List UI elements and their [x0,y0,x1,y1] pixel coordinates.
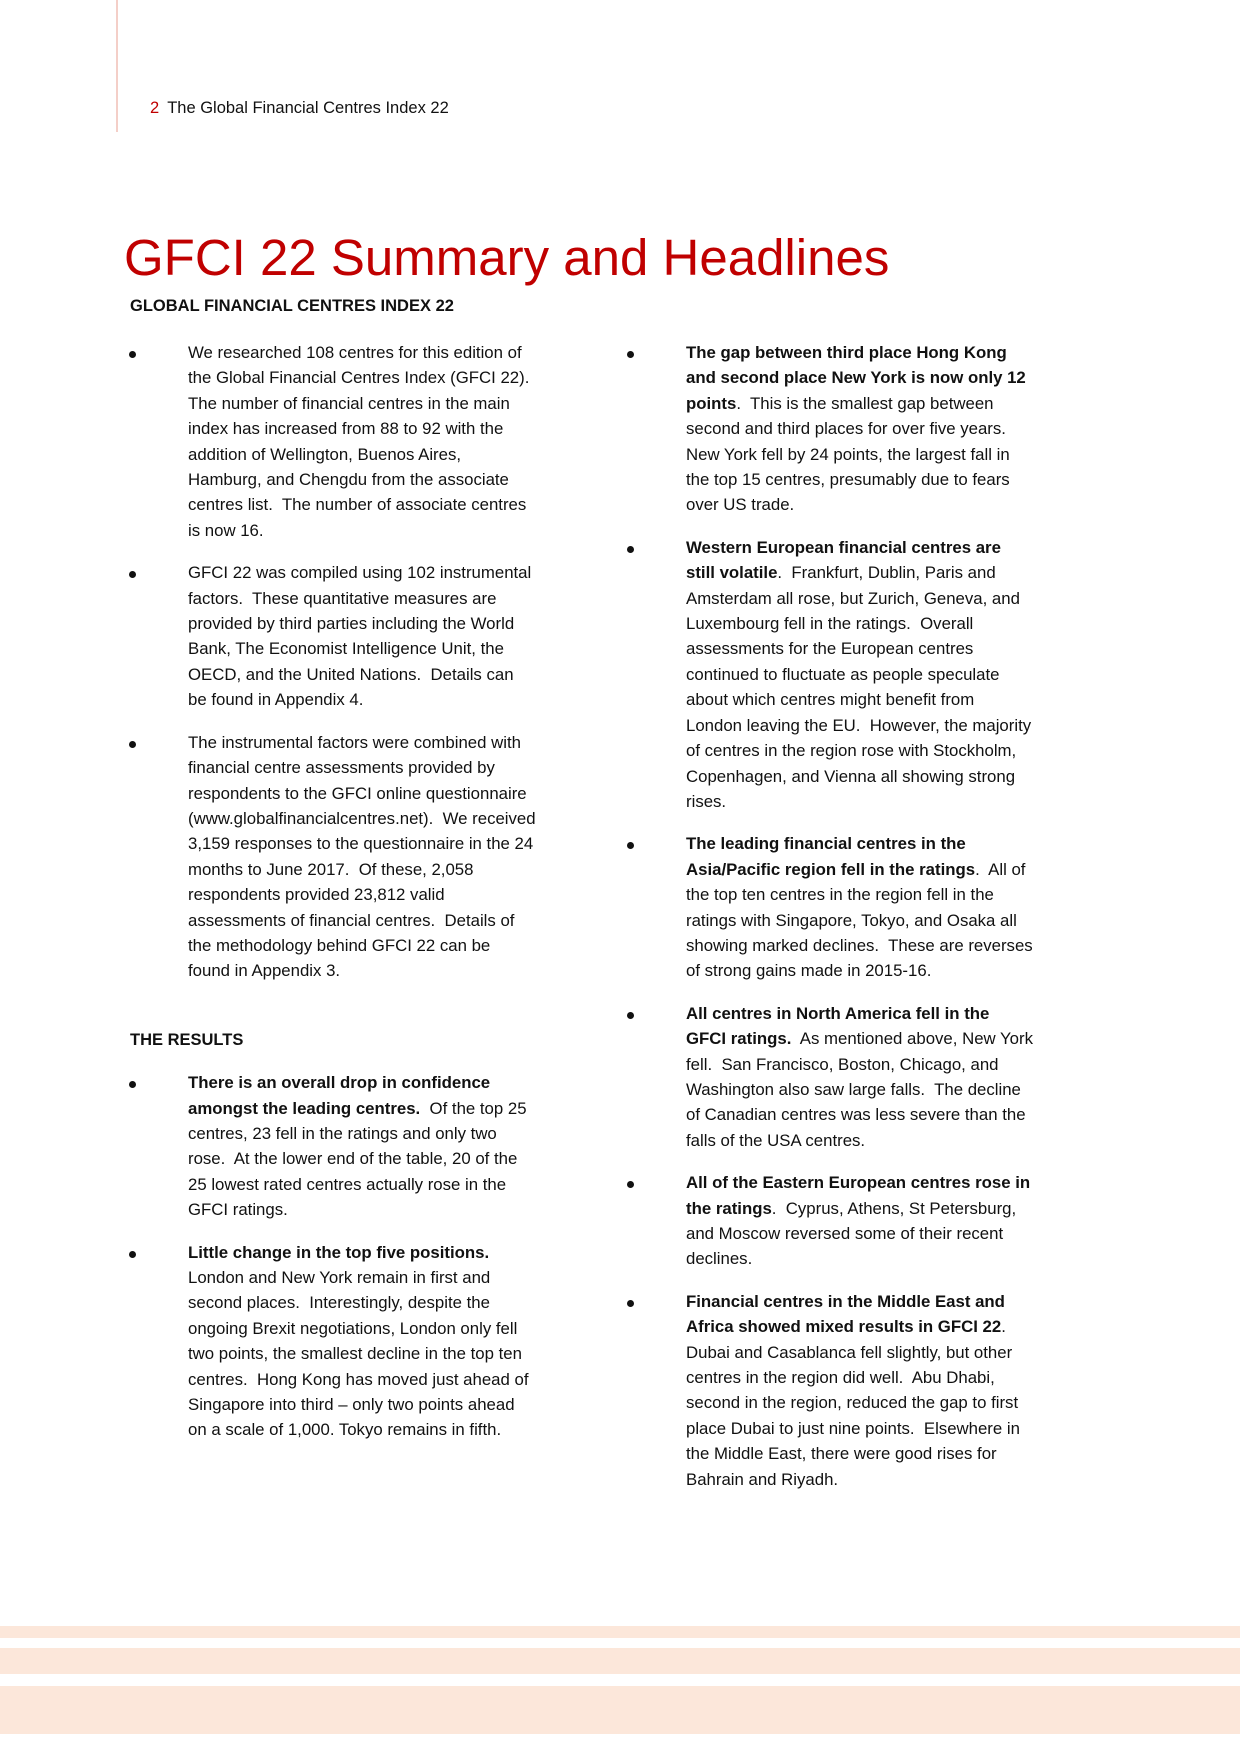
footer-stripe [0,1686,1240,1734]
bullet-lead: Little change in the top five positions. [188,1242,490,1262]
bullet-text [686,535,1034,814]
bullet-icon [627,1181,634,1188]
bullet-body: The instrumental factors were combined with financial centre assessments provided by respondents to the GFCI online questionnaire (www.globalfinancialcentres.net). We received 3,159 responses to the questionnaire in the 24 months to June 2017. Of these, 2,058 respondents provided 23,812 valid assessments of financial centres. Details of the methodology behind GFCI 22 can be found in Appendix 3. [188,732,541,981]
bullet-body: . All of the top ten centres in the region fell in the ratings with Singapore, Tokyo, and Osaka all showing marked declines. These are reverses of strong gains made in 2015-16. [686,859,1038,981]
bullet-body: As mentioned above, New York fell. San Francisco, Boston, Chicago, and Washington also saw large falls. The decline of Canadian centres was less severe than the falls of the USA centres. [686,1029,1038,1150]
bullet-item [624,535,1034,814]
bullet-text [686,831,1038,983]
bullet-body: GFCI 22 was compiled using 102 instrumental factors. These quantitative measures are provided by third parties including the World Bank, The Economist Intelligence Unit, the OECD, and the United Nations. Details can be found in Appendix 4. [188,563,536,710]
bullet-icon [627,1012,634,1019]
results-bullet-list-continued [624,340,1038,1492]
bullet-body: . Frankfurt, Dublin, Paris and Amsterdam all rose, but Zurich, Geneva, and Luxembourg fell in the ratings. Overall assessments for the European centres continued to fluctuate as people speculate about which centres might benefit from London leaving the EU. However, the majority of centres in the region rose with Stockholm, Copenhagen, and Vienna all showing strong rises. [686,563,1036,811]
bullet-body: London and New York remain in first and second places. Interestingly, despite the ongoing Brexit negotiations, London only fell two points, the smallest decline in the top ten centres. Hong Kong has moved just ahead of Singapore into third – only two points ahead on a scale of 1,000. Tokyo remains in fifth. [188,1242,534,1440]
bullet-icon [129,1081,136,1088]
bullet-icon [129,741,136,748]
bullet-text [188,1240,536,1443]
bullet-lead: All of the Eastern European centres rose in the ratings [686,1173,1031,1218]
bullet-text [188,1070,536,1222]
bullet-body: . This is the smallest gap between second and third places for over five years. New York fell by 24 points, the largest fall in the top 15 centres, presumably due to fears over US trade. [686,393,1016,515]
bullet-text [188,340,539,543]
bullet-lead: The gap between third place Hong Kong and second place New York is now only 12 points [686,343,1026,413]
bullet-item [624,1001,1038,1153]
bullet-body: . Cyprus, Athens, St Petersburg, and Moscow reversed some of their recent declines. [686,1198,1021,1269]
bullet-item [126,560,536,712]
bullet-item [126,340,539,543]
bullet-lead: Financial centres in the Middle East and Africa showed mixed results in GFCI 22 [686,1291,1005,1337]
bullet-lead: There is an overall drop in confidence amongst the leading centres. [188,1073,491,1118]
page-number: 2 [150,99,160,117]
bullet-item [624,831,1038,983]
bullet-icon [627,1300,634,1307]
bullet-body: Of the top 25 centres, 23 fell in the ratings and only two rose. At the lower end of the table, 20 of the 25 lowest rated centres actually rose in the GFCI ratings. [188,1098,532,1220]
bullet-icon [627,546,634,553]
bullet-icon [129,351,136,358]
footer-stripe [0,1648,1240,1674]
bullet-text [686,1001,1038,1153]
bullet-body: . Dubai and Casablanca fell slightly, but other centres in the region did well. Abu Dhabi, second in the region, reduced the gap to first place Dubai to just nine points. Elsewhere in the Middle East, there were good rises for Bahrain and Riyadh. [686,1317,1025,1489]
index-bullet-list [126,340,541,984]
running-header [150,97,449,119]
bullet-lead: The leading financial centres in the Asia/Pacific region fell in the ratings [686,834,976,879]
bullet-item [126,1240,536,1443]
bullet-item [126,730,541,984]
bullet-icon [129,571,136,578]
bullet-body: We researched 108 centres for this edition of the Global Financial Centres Index (GFCI 22). The number of financial centres in the main index has increased from 88 to 92 with the addition of Wellington, Buenos Aires, Hamburg, and Chengdu from the associate centres list. The number of associate centres is now 16. [188,343,539,540]
bullet-text [188,730,541,984]
bullet-icon [129,1251,136,1258]
running-title: The Global Financial Centres Index 22 [167,99,449,117]
results-bullet-list [126,1070,536,1443]
left-column [126,340,541,1460]
bullet-item [624,340,1034,518]
bullet-lead: All centres in North America fell in the GFCI ratings. [686,1003,990,1049]
bullet-text [686,340,1034,518]
bullet-item [624,1170,1034,1272]
bullet-item [624,1289,1034,1492]
bullet-lead: Western European financial centres are still volatile [686,537,1001,583]
bullet-text [188,560,536,712]
bullet-icon [627,842,634,849]
right-column [624,340,1038,1509]
margin-rule [116,0,118,132]
bullet-text [686,1170,1034,1272]
page-title: GFCI 22 Summary and Headlines [124,229,890,286]
bullet-text [686,1289,1034,1492]
footer-stripe [0,1626,1240,1638]
bullet-item [126,1070,536,1222]
section-heading-results: THE RESULTS [130,1030,244,1049]
section-heading-index: GLOBAL FINANCIAL CENTRES INDEX 22 [130,297,454,315]
bullet-icon [627,351,634,358]
